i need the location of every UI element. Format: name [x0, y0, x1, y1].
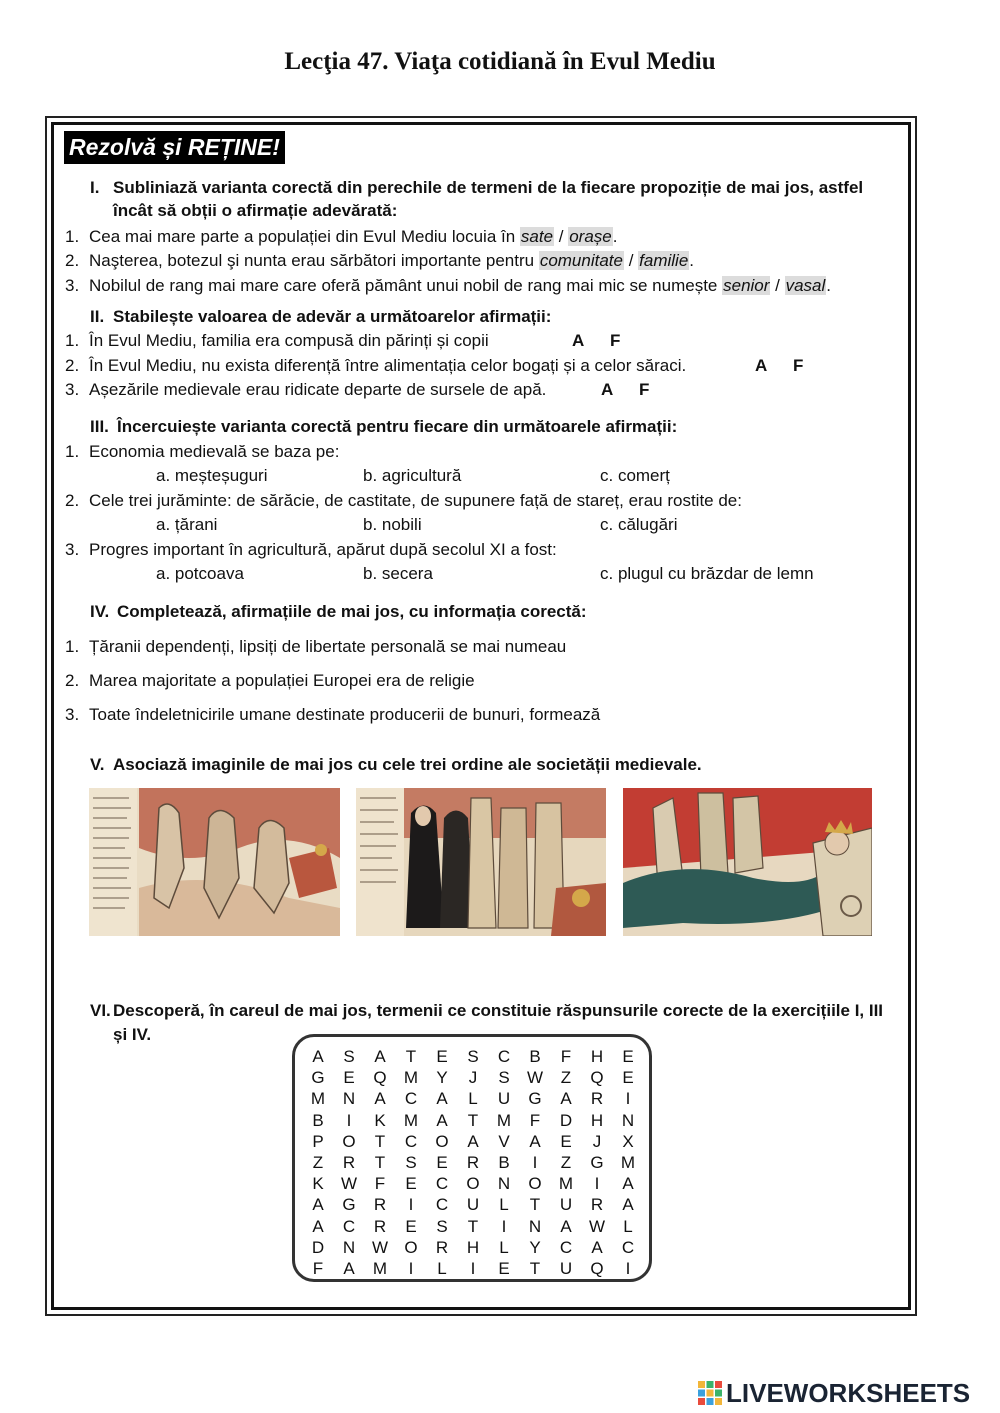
- sec3-item-1: [65, 441, 339, 463]
- grid-cell[interactable]: A: [436, 1089, 448, 1109]
- grid-cell[interactable]: S: [343, 1047, 355, 1066]
- sec5-roman: V.: [90, 755, 105, 774]
- grid-cell[interactable]: A: [622, 1195, 634, 1215]
- sec3-q2-option-c[interactable]: c. călugări: [600, 515, 678, 534]
- grid-cell[interactable]: M: [310, 1089, 326, 1109]
- grid-cell[interactable]: B: [498, 1153, 510, 1172]
- sec3-q1-option-a[interactable]: a. meșteșuguri: [156, 466, 268, 485]
- grid-cell[interactable]: R: [435, 1237, 449, 1257]
- sec1-roman: I.: [90, 178, 100, 197]
- grid-cell[interactable]: J: [468, 1068, 478, 1088]
- item-number: 1.: [65, 442, 80, 461]
- grid-cell[interactable]: H: [466, 1237, 480, 1257]
- item-text: Țăranii dependenți, lipsiți de libertate personală se mai numeau: [89, 637, 567, 656]
- grid-cell[interactable]: W: [340, 1174, 358, 1194]
- grid-cell[interactable]: P: [312, 1131, 324, 1151]
- grid-cell[interactable]: O: [435, 1131, 449, 1151]
- grid-cell[interactable]: E: [343, 1068, 355, 1088]
- grid-cell[interactable]: A: [467, 1131, 479, 1151]
- sec1-item-2: [65, 250, 694, 272]
- grid-cell[interactable]: A: [374, 1089, 386, 1109]
- grid-cell[interactable]: V: [498, 1131, 510, 1151]
- grid-cell[interactable]: C: [435, 1195, 449, 1215]
- grid-cell[interactable]: A: [312, 1216, 324, 1236]
- option-orase[interactable]: orașe: [569, 227, 612, 246]
- grid-cell[interactable]: N: [621, 1110, 635, 1130]
- grid-cell[interactable]: B: [529, 1047, 541, 1066]
- grid-cell[interactable]: T: [374, 1131, 386, 1151]
- grid-cell[interactable]: T: [467, 1110, 479, 1130]
- item-text: Nobilul de rang mai mare care oferă pământ unui nobil de rang mai mic se numește: [89, 276, 723, 295]
- item-text: Marea majoritate a populației Europei era de religie: [89, 671, 475, 690]
- grid-cell[interactable]: Z: [560, 1068, 572, 1088]
- sec3-q1-option-c[interactable]: c. comerț: [600, 466, 670, 485]
- option-vasal[interactable]: vasal: [785, 276, 826, 295]
- sec3-q2-option-b[interactable]: b. nobili: [363, 515, 422, 534]
- grid-cell[interactable]: O: [342, 1131, 356, 1151]
- false-option-3[interactable]: F: [639, 380, 650, 399]
- grid-cell[interactable]: E: [622, 1047, 634, 1066]
- grid-cell[interactable]: A: [560, 1216, 572, 1236]
- separator: /: [554, 227, 569, 246]
- sec2-roman: II.: [90, 307, 105, 326]
- grid-cell[interactable]: U: [497, 1089, 511, 1109]
- sec2-item-1: [65, 330, 489, 352]
- sec4-roman: IV.: [90, 602, 110, 621]
- grid-cell[interactable]: I: [408, 1195, 414, 1215]
- period: .: [689, 251, 695, 270]
- sec4-header: Completează, afirmațiile de mai jos, cu informația corectă:: [117, 602, 587, 621]
- grid-cell[interactable]: O: [404, 1237, 418, 1257]
- grid-cell[interactable]: E: [436, 1153, 448, 1172]
- grid-cell[interactable]: Q: [590, 1068, 604, 1088]
- grid-cell[interactable]: E: [405, 1216, 417, 1236]
- grid-cell[interactable]: A: [343, 1259, 355, 1278]
- grid-cell[interactable]: H: [590, 1047, 604, 1066]
- sec1-header-2: încât să obții o afirmație adevărată:: [113, 201, 398, 220]
- sec1-item-1: [65, 226, 617, 248]
- sec3-item-3: [65, 539, 557, 561]
- item-number: 2.: [65, 251, 80, 270]
- grid-cell[interactable]: T: [529, 1259, 541, 1278]
- grid-cell[interactable]: N: [342, 1237, 356, 1257]
- grid-cell[interactable]: Q: [373, 1068, 387, 1088]
- grid-cell[interactable]: A: [591, 1237, 603, 1257]
- sec1-header-1: Subliniază varianta corectă din perechile de termeni de la fiecare propoziție de mai jos, astfel: [113, 178, 864, 197]
- grid-cell[interactable]: H: [590, 1110, 604, 1130]
- grid-cell[interactable]: A: [560, 1089, 572, 1109]
- grid-cell[interactable]: U: [466, 1195, 480, 1215]
- sec3-roman: III.: [90, 417, 109, 436]
- item-number: 2.: [65, 671, 80, 690]
- word-search-grid[interactable]: [292, 1034, 652, 1282]
- sec1-item-3: [65, 275, 831, 297]
- item-text: Cele trei jurăminte: de sărăcie, de castitate, de supunere față de stareț, erau rostite de:: [89, 491, 742, 510]
- grid-cell[interactable]: M: [403, 1068, 419, 1088]
- grid-cell[interactable]: I: [532, 1153, 538, 1172]
- item-text: În Evul Mediu, familia era compusă din părinți și copii: [89, 331, 489, 350]
- grid-cell[interactable]: G: [342, 1195, 356, 1215]
- sec3-q1-option-b[interactable]: b. agricultură: [363, 466, 462, 485]
- separator: /: [623, 251, 639, 270]
- grid-cell[interactable]: R: [342, 1153, 356, 1172]
- item-number: 1.: [65, 227, 80, 246]
- item-text: Progres important în agricultură, apărut după secolul XI a fost:: [89, 540, 557, 559]
- grid-cell[interactable]: R: [373, 1216, 387, 1236]
- grid-cell[interactable]: C: [404, 1131, 418, 1151]
- sec6-header-2: și IV.: [113, 1025, 152, 1044]
- sec3-q3-option-c[interactable]: c. plugul cu brăzdar de lemn: [600, 564, 814, 583]
- grid-cell[interactable]: S: [405, 1153, 417, 1172]
- grid-cell[interactable]: E: [498, 1259, 510, 1278]
- page-title: Lecţia 47. Viaţa cotidiană în Evul Mediu: [284, 48, 716, 75]
- sec2-item-2: [65, 355, 686, 377]
- grid-cell[interactable]: E: [405, 1174, 417, 1194]
- grid-cell[interactable]: C: [404, 1089, 418, 1109]
- grid-cell[interactable]: E: [560, 1131, 572, 1151]
- grid-cell[interactable]: L: [499, 1237, 509, 1257]
- grid-cell[interactable]: C: [435, 1174, 449, 1194]
- grid-cell[interactable]: Z: [560, 1153, 572, 1172]
- grid-cell[interactable]: A: [312, 1195, 324, 1215]
- sec6-roman: VI.: [90, 1001, 111, 1020]
- grid-cell[interactable]: T: [374, 1153, 386, 1172]
- sec3-q3-option-a[interactable]: a. potcoava: [156, 564, 244, 583]
- sec4-item-1: [65, 636, 566, 658]
- grid-cell[interactable]: Y: [436, 1068, 448, 1088]
- banner-heading: Rezolvă și REȚINE!: [64, 131, 285, 164]
- image-peasants[interactable]: [89, 788, 340, 936]
- item-text: Naşterea, botezul şi nunta erau sărbători importante pentru: [89, 251, 539, 270]
- grid-cell[interactable]: D: [311, 1237, 325, 1257]
- option-sate[interactable]: sate: [520, 227, 554, 246]
- sec3-header: Încercuiește varianta corectă pentru fiecare din următoarele afirmații:: [117, 417, 678, 436]
- grid-cell[interactable]: R: [373, 1195, 387, 1215]
- grid-cell[interactable]: G: [528, 1089, 542, 1109]
- grid-cell[interactable]: N: [342, 1089, 356, 1109]
- logo-icon: [697, 1380, 723, 1406]
- image-clergy[interactable]: [356, 788, 606, 936]
- grid-cell[interactable]: O: [466, 1174, 480, 1194]
- grid-cell[interactable]: B: [312, 1110, 324, 1130]
- grid-cell[interactable]: S: [498, 1068, 510, 1088]
- sec3-item-2: [65, 490, 742, 512]
- grid-cell[interactable]: W: [371, 1237, 389, 1257]
- grid-cell[interactable]: K: [374, 1110, 386, 1130]
- item-text: Așezările medievale erau ridicate departe de sursele de apă.: [89, 380, 547, 399]
- grid-cell[interactable]: E: [622, 1068, 634, 1088]
- grid-cell[interactable]: U: [559, 1259, 573, 1278]
- grid-cell[interactable]: C: [621, 1237, 635, 1257]
- item-number: 2.: [65, 356, 80, 375]
- grid-cell[interactable]: K: [312, 1174, 324, 1194]
- grid-cell[interactable]: S: [467, 1047, 479, 1066]
- false-option-1[interactable]: F: [610, 331, 621, 350]
- item-number: 3.: [65, 705, 80, 724]
- sec3-q2-option-a[interactable]: a. țărani: [156, 515, 218, 534]
- illustration-clergy: [356, 788, 606, 936]
- grid-cell[interactable]: R: [590, 1089, 604, 1109]
- grid-cell[interactable]: A: [312, 1047, 324, 1066]
- sec2-item-3: [65, 379, 546, 401]
- item-text: În Evul Mediu, nu exista diferență între alimentația celor bogați și a celor săraci.: [89, 356, 687, 375]
- grid-cell[interactable]: Z: [312, 1153, 324, 1172]
- sec6-header-1: Descoperă, în careul de mai jos, termenii ce constituie răspunsurile corecte de la exercițiile I, III: [113, 1001, 884, 1020]
- grid-cell[interactable]: U: [559, 1195, 573, 1215]
- grid-cell[interactable]: L: [437, 1259, 447, 1278]
- sec2-header: Stabilește valoarea de adevăr a următoarelor afirmații:: [113, 307, 552, 326]
- grid-cell[interactable]: M: [496, 1110, 512, 1130]
- option-comunitate[interactable]: comunitate: [539, 251, 623, 270]
- grid-cell[interactable]: N: [497, 1174, 511, 1194]
- illustration-peasants: [89, 788, 340, 936]
- grid-cell[interactable]: R: [590, 1195, 604, 1215]
- grid-cell[interactable]: O: [528, 1174, 542, 1194]
- grid-cell[interactable]: F: [374, 1174, 386, 1194]
- grid-cell[interactable]: R: [466, 1153, 480, 1172]
- period: .: [826, 276, 832, 295]
- grid-cell[interactable]: I: [470, 1259, 476, 1278]
- sec3-q3-option-b[interactable]: b. secera: [363, 564, 433, 583]
- true-option-3[interactable]: A: [601, 380, 614, 399]
- grid-cell[interactable]: T: [405, 1047, 417, 1066]
- sec4-item-2: [65, 670, 475, 692]
- true-option-1[interactable]: A: [572, 331, 585, 350]
- grid-cell[interactable]: I: [501, 1216, 507, 1236]
- logo-text: LIVEWORKSHEETS: [726, 1377, 971, 1408]
- grid-cell[interactable]: A: [622, 1174, 634, 1194]
- grid-cell[interactable]: A: [374, 1047, 386, 1066]
- grid-cell[interactable]: W: [526, 1068, 544, 1088]
- grid-cell[interactable]: I: [408, 1259, 414, 1278]
- grid-cell[interactable]: M: [403, 1110, 419, 1130]
- grid-cell[interactable]: M: [372, 1259, 388, 1278]
- sec4-item-3: [65, 704, 600, 726]
- illustration-knights: [623, 788, 872, 936]
- item-number: 1.: [65, 331, 80, 350]
- item-number: 3.: [65, 540, 80, 559]
- sec5-header: Asociază imaginile de mai jos cu cele trei ordine ale societății medievale.: [113, 755, 702, 774]
- grid-cell[interactable]: C: [559, 1237, 573, 1257]
- grid-cell[interactable]: G: [311, 1068, 325, 1088]
- image-knights[interactable]: [623, 788, 872, 936]
- grid-cell[interactable]: I: [625, 1259, 631, 1278]
- grid-cell[interactable]: X: [622, 1131, 634, 1151]
- grid-cell[interactable]: W: [588, 1216, 606, 1236]
- item-number: 3.: [65, 276, 80, 295]
- item-text: Economia medievală se baza pe:: [89, 442, 340, 461]
- item-number: 2.: [65, 491, 80, 510]
- grid-cell[interactable]: T: [467, 1216, 479, 1236]
- option-senior[interactable]: senior: [723, 276, 770, 295]
- grid-cell[interactable]: Q: [590, 1259, 604, 1278]
- grid-cell[interactable]: M: [558, 1174, 574, 1194]
- liveworksheets-logo[interactable]: [697, 1378, 970, 1408]
- grid-cell[interactable]: J: [592, 1131, 602, 1151]
- grid-cell[interactable]: M: [620, 1153, 636, 1172]
- grid-cell[interactable]: T: [529, 1195, 541, 1215]
- grid-cell[interactable]: I: [625, 1089, 631, 1109]
- grid-cell[interactable]: I: [346, 1110, 352, 1130]
- grid-cell[interactable]: G: [590, 1153, 604, 1172]
- grid-cell[interactable]: S: [436, 1216, 448, 1236]
- grid-cell[interactable]: A: [436, 1110, 448, 1130]
- grid-cell[interactable]: Y: [529, 1237, 541, 1257]
- grid-cell[interactable]: F: [312, 1259, 324, 1278]
- grid-cell[interactable]: C: [497, 1047, 511, 1066]
- grid-cell[interactable]: F: [529, 1110, 541, 1130]
- item-text: Toate îndeletnicirile umane destinate producerii de bunuri, formează: [89, 705, 601, 724]
- grid-cell[interactable]: I: [594, 1174, 600, 1194]
- item-number: 3.: [65, 380, 80, 399]
- grid-cell[interactable]: D: [559, 1110, 573, 1130]
- grid-cell[interactable]: C: [342, 1216, 356, 1236]
- period: .: [612, 227, 618, 246]
- grid-cell[interactable]: L: [623, 1216, 633, 1236]
- separator: /: [770, 276, 785, 295]
- grid-cell[interactable]: L: [499, 1195, 509, 1215]
- item-number: 1.: [65, 637, 80, 656]
- grid-cell[interactable]: F: [560, 1047, 572, 1066]
- grid-cell[interactable]: N: [528, 1216, 542, 1236]
- grid-cell[interactable]: A: [529, 1131, 541, 1151]
- true-option-2[interactable]: A: [755, 356, 768, 375]
- grid-cell[interactable]: E: [436, 1047, 448, 1066]
- grid-cell[interactable]: L: [468, 1089, 478, 1109]
- false-option-2[interactable]: F: [793, 356, 804, 375]
- option-familie[interactable]: familie: [639, 251, 689, 270]
- item-text: Cea mai mare parte a populației din Evul Mediu locuia în: [89, 227, 520, 246]
